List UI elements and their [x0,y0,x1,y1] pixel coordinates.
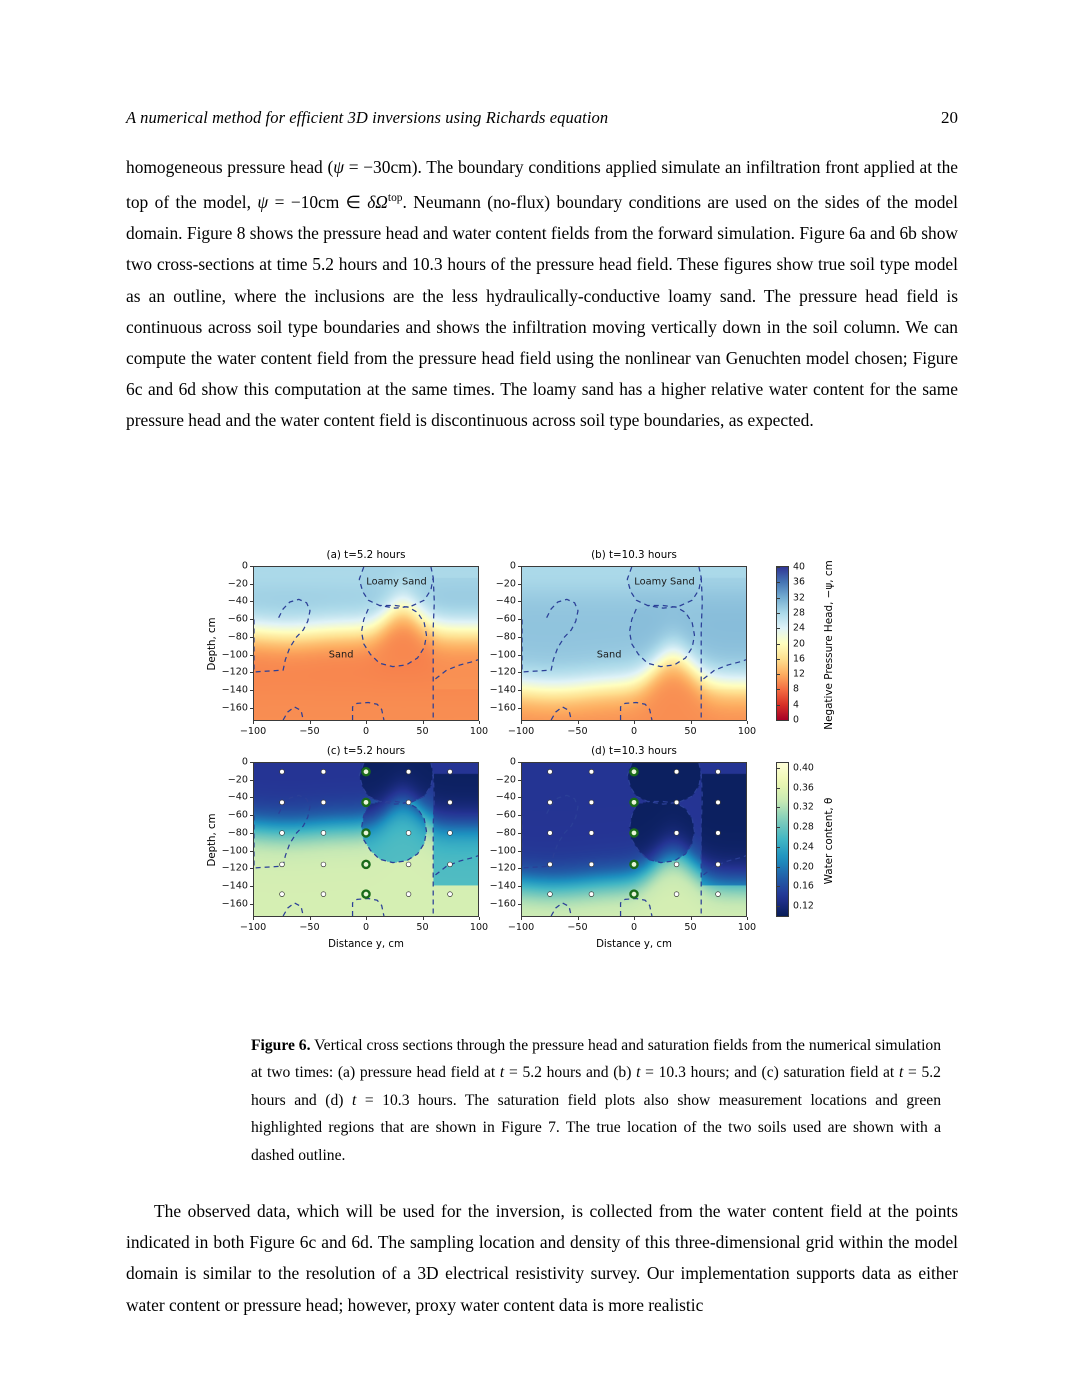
x-tick-label: 0 [362,922,370,933]
y-tickmark [518,672,521,673]
y-tickmark [250,619,253,620]
y-tickmark [518,584,521,585]
colorbar-tickmark [777,659,780,660]
panel-b-title: (b) t=10.3 hours [591,549,677,561]
y-tickmark [518,851,521,852]
y-tick-label: −120 [221,862,248,874]
page-number: 20 [941,108,958,127]
colorbar-tickmark [777,705,780,706]
figure-caption-text: Vertical cross sections through the pressure head and saturation fields from the numerical simulation at two times: (a) pressure head field at t = 5.2 hours and (b) t = 10.3 hours; and (c) saturation field at t = 5.2 hours and (d) t = 10.3 hours. The saturation field plots also show measurement locations and green highlighted regions that are shown in Figure 7. The true location of the two soils used are shown with a dashed outline. [251,1037,941,1164]
y-tick-label: −120 [221,666,248,678]
y-tickmark [250,780,253,781]
y-tickmark [250,601,253,602]
x-tickmark [521,917,522,920]
x-tickmark [747,721,748,724]
x-tick-label: 0 [362,726,370,737]
x-tick-label: 50 [416,726,429,737]
colorbar-tick-label: 0.36 [793,782,814,794]
y-tick-label: −100 [489,649,516,661]
y-tickmark [250,762,253,763]
y-tickmark [250,672,253,673]
colorbar-tickmark [777,582,780,583]
x-tickmark [479,917,480,920]
y-tick-label: −60 [227,809,248,821]
colorbar-tick-label: 0.20 [793,861,814,873]
y-tick-label: −160 [489,702,516,714]
colorbar-tick-label: 12 [793,668,805,680]
panel-c-water-content-t5 [207,745,489,950]
x-tick-label: 50 [684,922,697,933]
colorbar-tick-label: 8 [793,683,799,695]
colorbar-tickmark [777,613,780,614]
x-tickmark [366,917,367,920]
colorbar-tick-label: 32 [793,592,805,604]
y-tick-label: −60 [495,613,516,625]
y-tick-label: −120 [489,862,516,874]
figure-caption [251,1032,941,1169]
y-tick-label: −20 [495,774,516,786]
colorbar-tickmark [777,768,780,769]
y-tickmark [518,780,521,781]
x-tickmark [691,721,692,724]
running-head-title: A numerical method for efficient 3D inversions using Richards equation [126,108,609,127]
panel-b-pressure-head-t10 [489,549,757,737]
colorbar-tickmark [777,628,780,629]
body-paragraph-2: The observed data, which will be used for the inversion, is collected from the water content field at the points indicated in both Figure 6c and 6d. The sampling location and density of this three-dimensional grid within the model domain is similar to the resolution of a 3D electrical resistivity survey. Our implementation supports data as either water content or pressure head; however, proxy water content data is more realistic [126,1201,958,1315]
panel-b-plot [521,566,747,721]
y-tickmark [250,886,253,887]
colorbar-tick-label: 0.32 [793,801,814,813]
running-head [126,108,958,128]
y-tick-label: −20 [227,578,248,590]
y-tick-label: −140 [221,684,248,696]
x-tickmark [578,721,579,724]
colorbar-tickmark [777,886,780,887]
y-tick-label: −140 [489,684,516,696]
y-tick-label: −40 [227,595,248,607]
colorbar-tick-label: 0.16 [793,880,814,892]
x-tick-label: −100 [239,922,267,933]
x-tickmark [747,917,748,920]
x-tick-label: −50 [567,922,588,933]
x-tickmark [253,917,254,920]
colorbar-water-content [776,762,835,917]
x-tick-label: 50 [684,726,697,737]
x-tickmark [423,917,424,920]
colorbar-tickmark [777,847,780,848]
y-tick-label: −20 [227,774,248,786]
panel-c-plot [253,762,479,917]
x-tick-label: 100 [469,922,489,933]
colorbar-axis-label: Water content, θ [823,797,835,884]
panel-a-pressure-head-t5 [207,549,489,737]
y-tick-label: 0 [241,756,248,768]
colorbar-tickmark [777,644,780,645]
x-tickmark [691,917,692,920]
x-tickmark [366,721,367,724]
body-paragraph-1: homogeneous pressure head (ψ = −30cm). The boundary conditions applied simulate an infiltration front applied at the top of the model, ψ = −10cm ∈ $\delta\Omega^{top}$. Neumann (no-flux) boundary conditions are used on the sides of the model domain. Figure 8 shows the pressure head and water content fields from the forward simulation. Figure 6a and 6b show two cross-sections at time 5.2 hours and 10.3 hours of the pressure head field. These figures show true soil type model as an outline, where the inclusions are the less hydraulically-conductive loamy sand. The pressure head field is continuous across soil type boundaries and shows the infiltration moving vertically down in the soil column. We can compute the water content field from the pressure head field using the nonlinear van Genuchten model chosen; Figure 6c and 6d show this computation at the same times. The loamy sand has a higher relative water content for the same pressure head and the water content field is discontinuous across soil type boundaries, as expected. [126,157,958,431]
panel-d-title: (d) t=10.3 hours [591,745,677,757]
y-tickmark [250,584,253,585]
colorbar-tickmark [777,689,780,690]
y-tickmark [518,833,521,834]
panel-c-title: (c) t=5.2 hours [326,745,406,757]
colorbar-tick-label: 0.28 [793,821,814,833]
x-tick-label: −50 [567,726,588,737]
colorbar-tick-label: 0.24 [793,841,814,853]
y-tickmark [250,655,253,656]
y-tick-label: 0 [509,756,516,768]
y-tick-label: −80 [495,827,516,839]
colorbar-tick-label: 0 [793,714,799,726]
y-tick-label: −80 [495,631,516,643]
y-tick-label: −20 [495,578,516,590]
x-tickmark [310,721,311,724]
x-tick-label: −100 [239,726,267,737]
x-axis-label: Distance y, cm [596,939,672,950]
x-tickmark [310,917,311,920]
x-tick-label: 100 [737,726,757,737]
y-tickmark [518,619,521,620]
y-tick-label: −140 [221,880,248,892]
y-tick-label: −160 [221,702,248,714]
colorbar-tick-label: 24 [793,622,805,634]
x-tickmark [578,917,579,920]
x-tickmark [423,721,424,724]
y-tickmark [518,762,521,763]
colorbar-tickmark [777,788,780,789]
x-tick-label: 100 [469,726,489,737]
y-axis-label: Depth, cm [207,616,218,671]
panel-a-plot [253,566,479,721]
y-tick-label: −100 [221,649,248,661]
y-tickmark [250,833,253,834]
panel-c-measurement-markers [254,763,478,916]
y-tickmark [518,904,521,905]
panel-b-loamy-sand-label: Loamy Sand [634,576,695,588]
y-tick-label: −160 [489,898,516,910]
y-tick-label: −160 [221,898,248,910]
y-tickmark [518,637,521,638]
panel-d-measurement-markers [522,763,746,916]
colorbar-tickmark [777,867,780,868]
y-tick-label: −60 [495,809,516,821]
y-tick-label: −40 [227,791,248,803]
y-tick-label: −80 [227,631,248,643]
x-tickmark [634,917,635,920]
x-tick-label: 0 [630,726,638,737]
y-tick-label: −120 [489,666,516,678]
y-tickmark [518,566,521,567]
panel-a-loamy-sand-label: Loamy Sand [366,576,427,588]
y-tickmark [250,566,253,567]
colorbar-tick-label: 28 [793,607,805,619]
colorbar-axis-label: Negative Pressure Head, −ψ, cm [823,559,835,730]
y-tickmark [250,904,253,905]
colorbar-tick-label: 40 [793,561,805,573]
y-tick-label: 0 [241,560,248,572]
panel-a-title: (a) t=5.2 hours [326,549,406,561]
colorbar-tick-label: 20 [793,638,805,649]
colorbar-water-content-gradient [777,763,788,916]
y-tickmark [250,637,253,638]
y-tickmark [518,886,521,887]
y-tickmark [518,815,521,816]
colorbar-tickmark [777,598,780,599]
y-tickmark [518,655,521,656]
x-tick-label: −100 [507,922,535,933]
y-tick-label: −100 [221,845,248,857]
panel-a-sand-label: Sand [328,649,354,660]
x-tick-label: 50 [416,922,429,933]
x-tick-label: −100 [507,726,535,737]
x-tickmark [253,721,254,724]
colorbar-tick-label: 4 [793,699,799,711]
y-tickmark [250,690,253,691]
y-tickmark [250,797,253,798]
panel-d-water-content-t10 [489,745,757,950]
y-tickmark [250,708,253,709]
colorbar-tick-label: 0.40 [793,762,814,774]
y-tick-label: 0 [509,560,516,572]
colorbar-tickmark [777,827,780,828]
y-tick-label: −100 [489,845,516,857]
figure-caption-label: Figure 6. [251,1037,311,1054]
y-tickmark [518,868,521,869]
y-tick-label: −40 [495,791,516,803]
colorbar-tickmark [777,720,780,721]
panel-a-soil-outline [254,567,478,720]
x-tick-label: 100 [737,922,757,933]
y-axis-label: Depth, cm [207,812,218,867]
x-tickmark [634,721,635,724]
panel-b-sand-label: Sand [596,649,622,660]
y-tickmark [250,815,253,816]
panel-d-plot [521,762,747,917]
y-tick-label: −40 [495,595,516,607]
colorbar-pressure-head [776,559,835,730]
colorbar-tickmark [777,807,780,808]
y-tickmark [250,851,253,852]
x-tick-label: −50 [299,922,320,933]
y-tickmark [518,708,521,709]
y-tick-label: −60 [227,613,248,625]
y-tick-label: −80 [227,827,248,839]
x-tickmark [479,721,480,724]
figure-6 [190,540,890,970]
colorbar-tickmark [777,906,780,907]
y-tickmark [250,868,253,869]
x-tick-label: −50 [299,726,320,737]
y-tickmark [518,690,521,691]
colorbar-tick-label: 36 [793,576,805,588]
x-tickmark [521,721,522,724]
y-tickmark [518,601,521,602]
x-axis-label: Distance y, cm [328,939,404,950]
x-tick-label: 0 [630,922,638,933]
panel-b-soil-outline [522,567,746,720]
colorbar-tickmark [777,567,780,568]
y-tickmark [518,797,521,798]
colorbar-tickmark [777,674,780,675]
colorbar-tick-label: 16 [793,653,805,665]
y-tick-label: −140 [489,880,516,892]
colorbar-tick-label: 0.12 [793,900,814,912]
